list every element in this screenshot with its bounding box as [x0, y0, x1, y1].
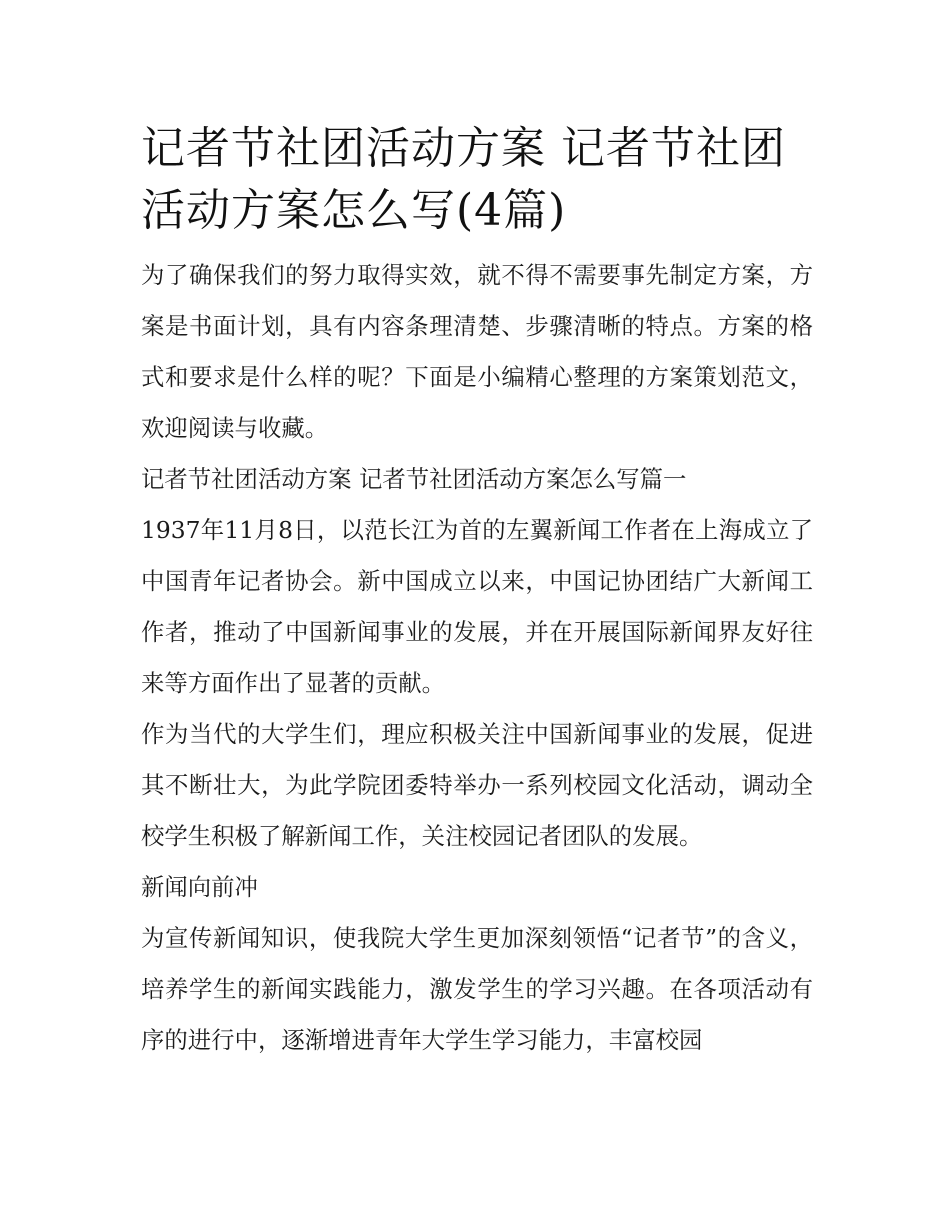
activity-heading: 新闻向前冲 [141, 873, 258, 901]
history-paragraph: 1937年11月8日，以范长江为首的左翼新闻工作者在上海成立了中国青年记者协会。新中国成立以来，中国记协团结广大新闻工作者，推动了中国新闻事业的发展，并在开展国际新闻界友好往来等方面作出了显著的贡献。 [141, 516, 813, 697]
purpose-paragraph: 作为当代的大学生们，理应积极关注中国新闻事业的发展，促进其不断壮大，为此学院团委特举办一系列校园文化活动，调动全校学生积极了解新闻工作，关注校园记者团队的发展。 [141, 720, 813, 850]
document-body [141, 118, 813, 1066]
document-title: 记者节社团活动方案 记者节社团活动方案怎么写(4篇) [141, 123, 786, 236]
activity-paragraph: 为宣传新闻知识，使我院大学生更加深刻领悟“记者节”的含义，培养学生的新闻实践能力，激发学生的学习兴趣。在各项活动有序的进行中，逐渐增进青年大学生学习能力，丰富校园 [141, 924, 813, 1054]
intro-paragraph: 为了确保我们的努力取得实效，就不得不需要事先制定方案，方案是书面计划，具有内容条理清楚、步骤清晰的特点。方案的格式和要求是什么样的呢？下面是小编精心整理的方案策划范文，欢迎阅读与收藏。 [141, 261, 813, 442]
section-heading-one: 记者节社团活动方案 记者节社团活动方案怎么写篇一 [141, 465, 687, 493]
